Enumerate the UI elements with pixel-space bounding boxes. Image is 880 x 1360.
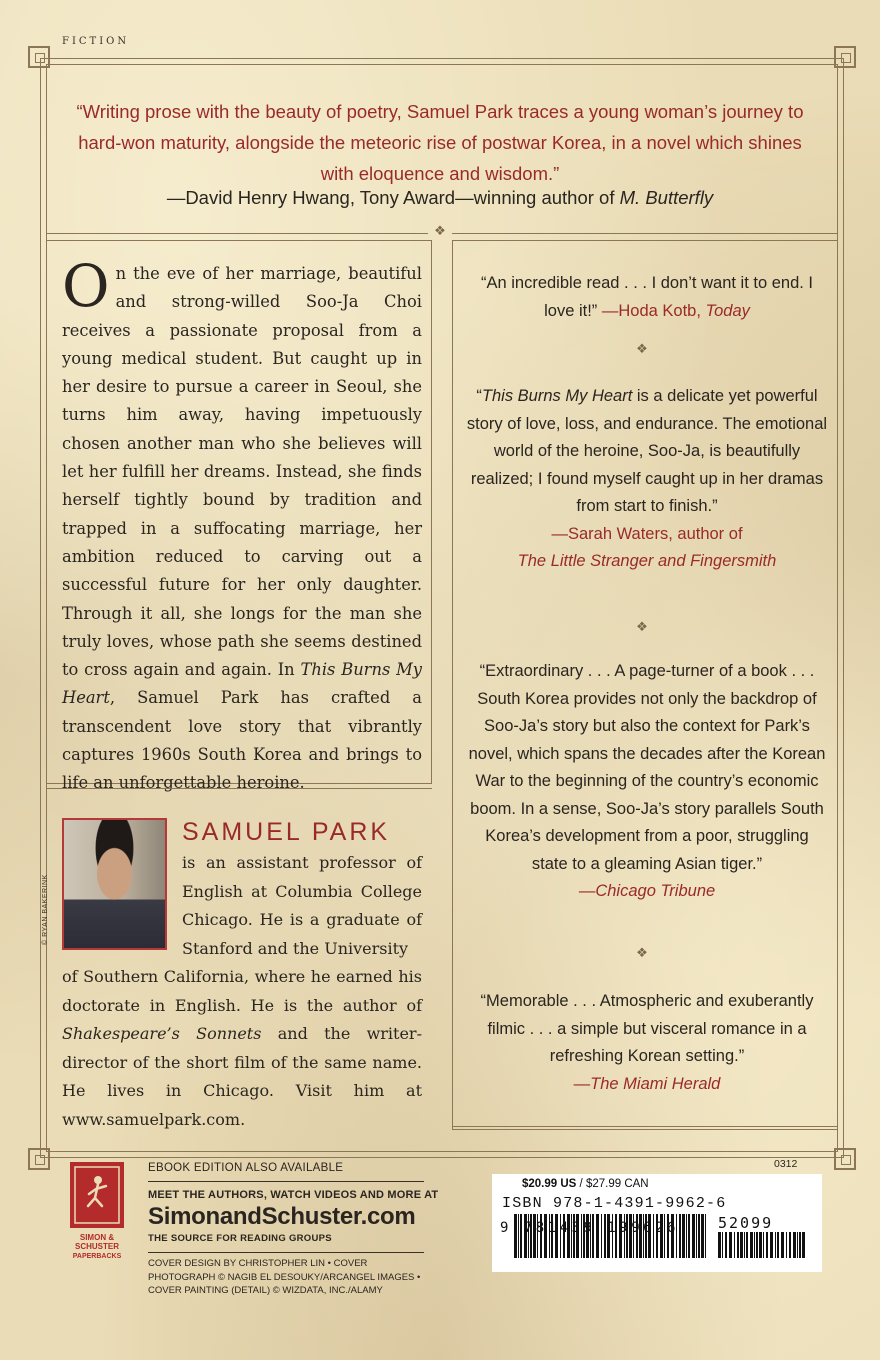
review-quote — [466, 270, 828, 325]
divider — [148, 1181, 424, 1182]
attribution-title: M. Butterfly — [619, 187, 714, 208]
cover-credits: COVER DESIGN BY CHRISTOPHER LIN • COVER PHOTOGRAPH © NAGIB EL DESOUKY/ARCANGEL IMAGES • COVER PAINTING (DETAIL) © WIZDATA, INC./ALAMY — [148, 1258, 421, 1296]
barcode-bar — [718, 1232, 721, 1258]
author-photo — [62, 818, 167, 950]
review-attribution: —Hoda Kotb, — [601, 301, 706, 320]
barcode-bar — [754, 1232, 755, 1258]
barcode-bar — [746, 1232, 748, 1258]
review-text: “Memorable . . . Atmospheric and exuberantly filmic . . . a simple but visceral romance in a refreshing Korean setting.” — [480, 992, 814, 1065]
description-text: n the eve of her marriage, beautiful and strong-willed Soo-Ja Choi receives a passionate proposal from a young medical student. But caught up in her desire to pursue a career in Seoul, she turns him away, having impetuously chosen another man who she believes will let her fulfill her dreams. Instead, she finds herself tightly bound by tradition and trapped in a suffocating marriage, her ambition reduced to carving out a successful future for her only daughter. Through it all, she longs for the man she truly loves, whose path she seems destined to cross again and again. In — [62, 264, 422, 680]
review-book-title: This Burns My Heart — [481, 387, 633, 405]
barcode-bar — [789, 1232, 791, 1258]
barcode-bar — [793, 1232, 796, 1258]
publisher-logo — [62, 1160, 132, 1264]
barcode-bar — [759, 1232, 762, 1258]
promo-tagline: THE SOURCE FOR READING GROUPS — [148, 1233, 332, 1244]
review-attribution: —Sarah Waters, author of — [551, 524, 743, 543]
divider — [46, 233, 428, 234]
bio-text: of Southern California, where he earned his doctorate in English. He is the author of — [62, 967, 422, 1015]
barcode-bar — [756, 1232, 758, 1258]
divider-ornament-icon: ❖ — [636, 342, 648, 357]
review-text: “Extraordinary . . . A page-turner of a book . . . South Korea provides not only the backdrop of Soo-Ja’s story but also the context for Park’s novel, which spans the decades after the Korean War to the beginning of the country’s economic boom. In a sense, Soo-Ja’s story parallels South Korea’s development from a poor, struggling state to a gleaming Asian tiger.” — [468, 662, 826, 873]
barcode-bar — [686, 1214, 687, 1258]
barcode-bar — [734, 1232, 735, 1258]
divider — [452, 1126, 838, 1127]
barcode-bar — [797, 1232, 798, 1258]
genre-label: FICTION — [62, 36, 130, 47]
svg-text:SIMON &: SIMON & — [79, 1233, 115, 1242]
divider — [148, 1252, 424, 1253]
divider-ornament-icon: ❖ — [636, 620, 648, 635]
author-bio-continued — [62, 963, 422, 1134]
drop-cap: O — [62, 252, 110, 320]
frame-corner-ornament — [28, 46, 50, 68]
review-quote — [466, 988, 828, 1098]
bio-text: and the writer-director of the short film of the same name. He lives in Chicago. Visit him at www.samuelpark.com. — [62, 1024, 422, 1129]
barcode-bar — [692, 1214, 695, 1258]
divider — [46, 788, 432, 789]
divider-ornament-icon: ❖ — [434, 224, 446, 239]
barcode-bar — [802, 1232, 805, 1258]
review-quote — [466, 658, 828, 906]
frame-corner-ornament — [834, 46, 856, 68]
review-source: Today — [705, 301, 750, 320]
featured-quote: “Writing prose with the beauty of poetry, Samuel Park traces a young woman’s journey to hard-won maturity, alongside the meteoric rise of postwar Korea, in a novel which shines with eloquence and wisdom.” — [76, 101, 804, 184]
price-barcode — [718, 1232, 808, 1258]
barcode-bar — [682, 1214, 685, 1258]
attribution-text: —David Henry Hwang, Tony Award—winning author of — [166, 187, 620, 208]
barcode-bar — [766, 1232, 768, 1258]
isbn: ISBN 978-1-4391-9962-6 — [502, 1195, 727, 1212]
barcode-bar — [744, 1232, 745, 1258]
batch-code: 0312 — [774, 1158, 798, 1170]
featured-quote-attribution — [60, 187, 820, 209]
frame-corner-ornament — [28, 1148, 50, 1170]
review-text: “An incredible read . . . I don’t want it to end. I love it!” — [480, 274, 813, 320]
description-text: , Samuel Park has crafted a transcendent love story that vibrantly captures 1960s South Korea and brings to life an unforgettable heroine. — [62, 688, 422, 793]
review-source: The Little Stranger and Fingersmith — [517, 552, 777, 570]
photo-credit: © RYAN BAKERINK — [42, 874, 49, 945]
review-attribution: — — [573, 1074, 591, 1093]
barcode-bar — [679, 1214, 681, 1258]
review-quote: “This Burns My Heart is a delicate yet powerful story of love, loss, and endurance. The emotional world of the heroine, Soo-Ja, is beautifully realized; I found myself caught up in her dramas from start to finish.” —Sarah Waters, author of The Little Stranger and Fingersmith — [466, 387, 828, 570]
review-text: is a delicate yet powerful story of love, loss, and endurance. The emotional world of the heroine, Soo-Ja, is beautifully realized; I found myself caught up in her dramas from start to finish.” — [466, 387, 828, 515]
barcode-bar — [781, 1232, 784, 1258]
barcode-bar — [688, 1214, 690, 1258]
ebook-note: EBOOK EDITION ALSO AVAILABLE — [148, 1162, 344, 1174]
review-attribution: — — [578, 882, 596, 900]
book-title: This Burns My Heart — [62, 660, 423, 708]
barcode-bar — [725, 1232, 727, 1258]
price-can: / $27.99 CAN — [576, 1178, 649, 1190]
barcode-bar — [799, 1232, 801, 1258]
publisher-website-link[interactable]: SimonandSchuster.com — [148, 1203, 416, 1230]
barcode-bar — [750, 1232, 753, 1258]
barcode-bar — [737, 1232, 739, 1258]
divider — [452, 233, 838, 234]
barcode-bar — [740, 1232, 743, 1258]
divider-ornament-icon: ❖ — [636, 946, 648, 961]
barcode-bar — [729, 1232, 732, 1258]
barcode-bar — [698, 1214, 700, 1258]
barcode-bar — [786, 1232, 787, 1258]
bio-book-title: Shakespeare’s Sonnets — [62, 1024, 262, 1043]
barcode-label — [492, 1174, 822, 1272]
price-code: 52099 — [718, 1214, 774, 1232]
svg-text:PAPERBACKS: PAPERBACKS — [72, 1253, 122, 1260]
barcode-bar — [696, 1214, 697, 1258]
frame-corner-ornament — [834, 1148, 856, 1170]
author-bio: is an assistant professor of English at Columbia College Chicago. He is a graduate of Stanford and the University — [182, 853, 422, 958]
price — [522, 1178, 649, 1190]
barcode-bar — [705, 1214, 706, 1258]
author-name: SAMUEL PARK — [182, 818, 391, 846]
isbn-number: 9 781439 199626 — [500, 1220, 679, 1236]
book-description — [62, 252, 423, 798]
review-source: Chicago Tribune — [595, 882, 716, 900]
barcode-bar — [722, 1232, 723, 1258]
price-us: $20.99 US — [522, 1178, 577, 1190]
barcode-bar — [770, 1232, 773, 1258]
barcode-bar — [763, 1232, 764, 1258]
barcode-bar — [701, 1214, 704, 1258]
review-source: The Miami Herald — [590, 1074, 721, 1093]
barcode-bar — [775, 1232, 776, 1258]
barcode-bar — [777, 1232, 779, 1258]
promo-line: MEET THE AUTHORS, WATCH VIDEOS AND MORE AT — [148, 1189, 439, 1201]
svg-text:SCHUSTER: SCHUSTER — [74, 1242, 120, 1251]
